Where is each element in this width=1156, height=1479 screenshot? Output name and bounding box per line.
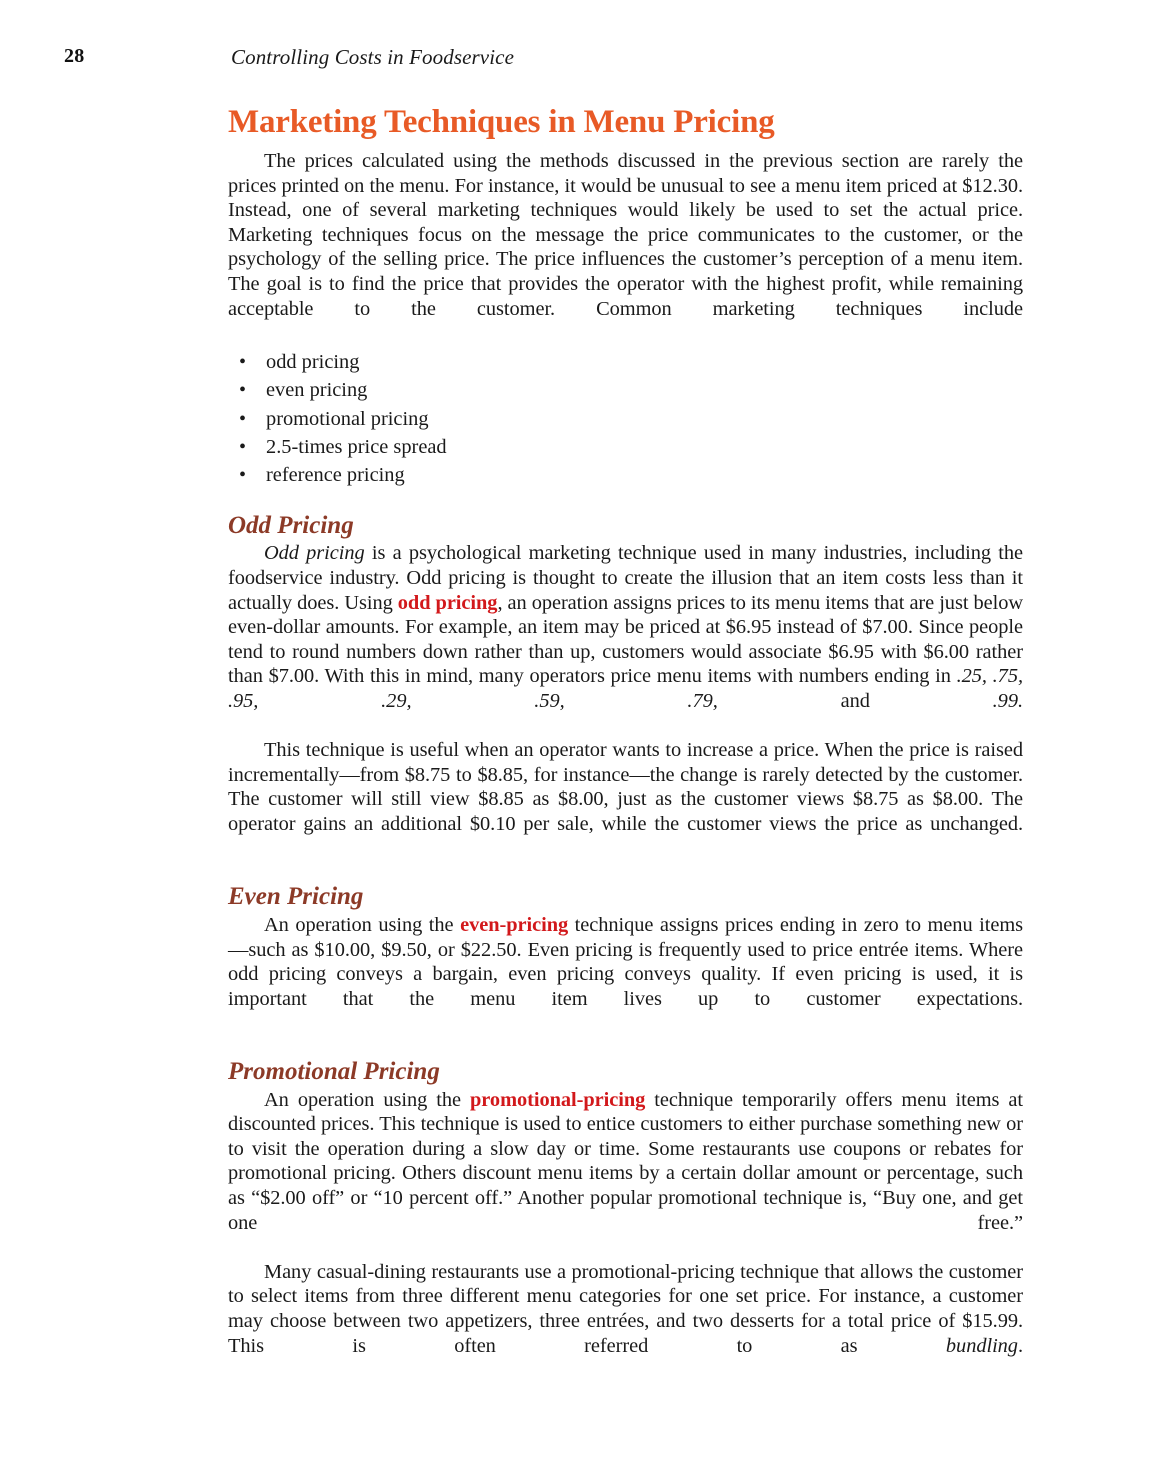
running-head-title: Controlling Costs in Foodservice xyxy=(231,45,514,69)
italic-term: bundling xyxy=(945,1334,1018,1357)
running-head xyxy=(64,45,1094,75)
list-item-label: 2.5-times price spread xyxy=(266,435,447,458)
section-paragraph xyxy=(228,1088,1023,1260)
bullet-marker-icon: • xyxy=(239,350,247,373)
section-heading: Promotional Pricing xyxy=(228,1057,440,1085)
text-run: An operation using the xyxy=(264,913,461,936)
bullet-marker-icon: • xyxy=(239,407,247,430)
list-item-label: even pricing xyxy=(266,379,368,402)
list-item xyxy=(228,433,1023,461)
list-item xyxy=(228,405,1023,433)
key-term: promotional-pricing xyxy=(470,1088,646,1111)
text-column xyxy=(228,104,1023,1383)
list-item xyxy=(228,461,1023,489)
page-title: Marketing Techniques in Menu Pricing xyxy=(228,104,775,140)
bullet-marker-icon: • xyxy=(239,464,247,487)
sections-host xyxy=(228,512,1023,1383)
list-item xyxy=(228,376,1023,404)
text-run: technique assigns prices ending in zero to menu items—such as $10.00, $9.50, or $22.50. Even pricing is frequently used to price entrée items. Where odd pricing conveys a bargain, even pricing conveys quality. If even pricing is used, it is important that the menu item lives up to customer expectations. xyxy=(228,913,1023,1010)
text-run: technique temporarily offers menu items at discounted prices. This technique is used to entice customers to either purchase something new or to visit the operation during a slow day or time. Some restaurants use coupons or rebates for promotional pricing. Others discount menu items by a certain dollar amount or percentage, such as “$2.00 off” or “10 percent off.” Another popular promotional technique is, “Buy one, and get one free.” xyxy=(228,1088,1023,1234)
section-heading: Odd Pricing xyxy=(228,511,354,539)
text-run: , an operation assigns prices to its menu items that are just below even-dollar amounts. For example, an item may be priced at $6.95 instead of $7.00. Since people tend to round numbers down rather than up, customers would associate $6.95 with $6.00 rather than $7.00. With this in mind, many operators price menu items with numbers ending in xyxy=(228,591,1024,688)
key-term: even-pricing xyxy=(460,913,569,936)
italic-term: .25, .75, .95, .29, .59, .79, xyxy=(228,665,1023,713)
bullet-marker-icon: • xyxy=(239,379,247,402)
text-run: is a psychological marketing technique used in many industries, including the foodservice industry. Odd pricing is thought to create the illusion that an item costs less than it actually does. Using xyxy=(228,542,1023,614)
key-term: odd pricing xyxy=(397,591,498,614)
marketing-techniques-list xyxy=(228,348,1023,490)
text-run: and xyxy=(717,690,993,713)
list-item-label: reference pricing xyxy=(266,464,405,487)
text-run: An operation using the xyxy=(264,1088,471,1111)
list-item xyxy=(228,348,1023,376)
page-number: 28 xyxy=(64,45,85,67)
list-item-label: odd pricing xyxy=(266,350,360,373)
bullet-marker-icon: • xyxy=(239,435,247,458)
section-paragraph xyxy=(228,541,1023,738)
list-item-label: promotional pricing xyxy=(266,407,429,430)
section-paragraph xyxy=(228,738,1023,861)
text-run: Many casual-dining restaurants use a promotional-pricing technique that allows the customer to select items from three different menu categories for one set price. For instance, a customer may choose between two appetizers, three entrées, and two desserts for a total price of $15.99. This is often referred to as xyxy=(228,1260,1023,1357)
intro-paragraph: The prices calculated using the methods discussed in the previous section are rarely the prices printed on the menu. For instance, it would be unusual to see a menu item priced at $12.30. Instead, one of several marketing techniques would likely be used to set the actual price. Marketing techniques focus on the message the price communicates to the customer, or the psychology of the selling price. The price influences the customer’s perception of a menu item. The goal is to find the price that provides the operator with the highest profit, while remaining acceptable to the customer. Common marketing techniques include xyxy=(228,149,1023,320)
section-paragraph xyxy=(228,913,1023,1036)
text-run: This technique is useful when an operator wants to increase a price. When the price is raised incrementally—from $8.75 to $8.85, for instance—the change is rarely detected by the customer. The customer will still view $8.85 as $8.00, just as the customer views $8.75 as $8.00. The operator gains an additional $0.10 per sale, while the customer views the price as unchanged. xyxy=(228,739,1023,836)
section-paragraph xyxy=(228,1260,1023,1383)
section-heading: Even Pricing xyxy=(228,883,364,911)
text-run: . xyxy=(1017,1334,1023,1357)
italic-term: .99. xyxy=(992,690,1023,713)
italic-term: Odd pricing xyxy=(264,542,365,565)
